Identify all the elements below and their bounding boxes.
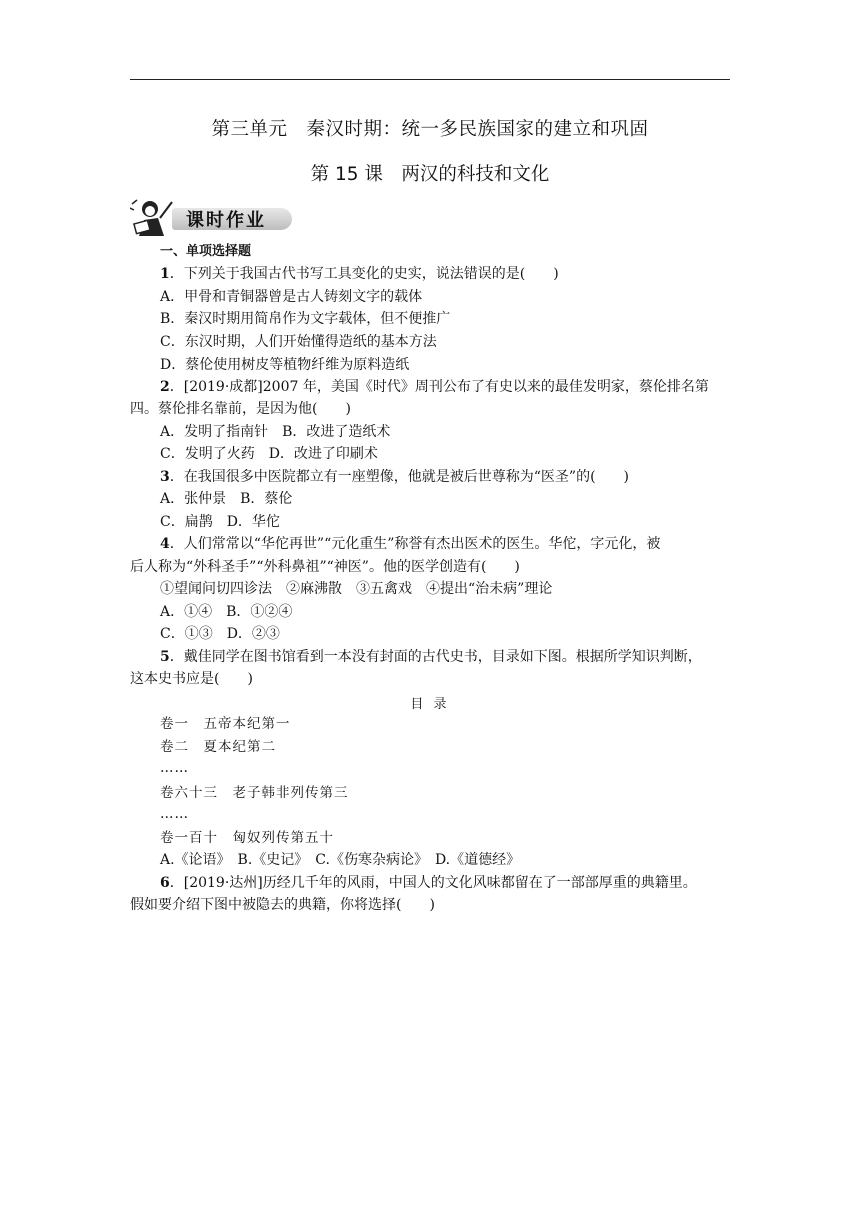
toc-entry: 卷六十三 老子韩非列传第三 <box>160 785 349 801</box>
toc-entry: 卷一百十 匈奴列传第五十 <box>160 830 334 846</box>
question-4-stem-cont: 后人称为“外科圣手”“外科鼻祖”“神医”。他的医学创造有( ) <box>130 559 520 575</box>
q4-options-cd: C．①③ D．②③ <box>160 626 280 642</box>
toc-entry: 卷二 夏本纪第二 <box>160 739 276 755</box>
toc-entry: 卷一 五帝本纪第一 <box>160 716 291 732</box>
q5-options: A.《论语》 B.《史记》 C.《伤寒杂病论》 D.《道德经》 <box>160 852 521 868</box>
toc-title: 目 录 <box>410 697 450 712</box>
student-reading-mascot-icon <box>130 196 176 244</box>
unit-title: 第三单元 秦汉时期：统一多民族国家的建立和巩固 <box>211 119 649 140</box>
q3-options-cd: C．扁鹊 D．华佗 <box>160 514 280 530</box>
q4-options-ab: A．①④ B．①②④ <box>160 604 293 620</box>
banner-label: 课时作业 <box>186 210 266 231</box>
q1-option-d: D．蔡伦使用树皮等植物纤维为原料造纸 <box>160 357 410 373</box>
question-6-stem-cont: 假如要介绍下图中被隐去的典籍，你将选择( ) <box>130 897 435 913</box>
question-1-stem: 1．下列关于我国古代书写工具变化的史实，说法错误的是( ) <box>160 266 559 282</box>
question-2-stem: 2．[2019·成都]2007 年，美国《时代》周刊公布了有史以来的最佳发明家，蔡伦排名第 <box>160 379 709 395</box>
q1-option-a: A．甲骨和青铜器曾是古人铸刻文字的载体 <box>160 289 423 305</box>
section-title: 一、单项选择题 <box>160 244 252 259</box>
q2-options-cd: C．发明了火药 D．改进了印刷术 <box>160 446 378 462</box>
q1-option-c: C．东汉时期，人们开始懂得造纸的基本方法 <box>160 334 437 350</box>
toc-ellipsis: …… <box>160 760 189 776</box>
toc-ellipsis: …… <box>160 806 189 822</box>
question-5-stem-cont: 这本史书应是( ) <box>130 671 253 687</box>
homework-banner <box>130 196 300 240</box>
q3-options-ab: A．张仲景 B．蔡伦 <box>160 491 293 507</box>
question-6-stem: 6．[2019·达州]历经几千年的风雨，中国人的文化风味都留在了一部部厚重的典籍里。 <box>160 875 697 891</box>
lesson-title: 第 15 课 两汉的科技和文化 <box>310 164 550 185</box>
question-2-stem-cont: 四。蔡伦排名靠前，是因为他( ) <box>130 401 351 417</box>
question-3-stem: 3．在我国很多中医院都立有一座塑像，他就是被后世尊称为“医圣”的( ) <box>160 469 629 485</box>
header-rule <box>130 79 730 80</box>
question-4-stem: 4．人们常常以“华佗再世”“元化重生”称誉有杰出医术的医生。华佗，字元化，被 <box>160 536 661 552</box>
q2-options-ab: A．发明了指南针 B．改进了造纸术 <box>160 424 391 440</box>
question-5-stem: 5．戴佳同学在图书馆看到一本没有封面的古代史书，目录如下图。根据所学知识判断， <box>160 649 702 665</box>
q1-option-b: B．秦汉时期用简帛作为文字载体，但不便推广 <box>160 311 451 327</box>
q4-items: ①望闻问切四诊法 ②麻沸散 ③五禽戏 ④提出“治未病”理论 <box>160 581 553 597</box>
